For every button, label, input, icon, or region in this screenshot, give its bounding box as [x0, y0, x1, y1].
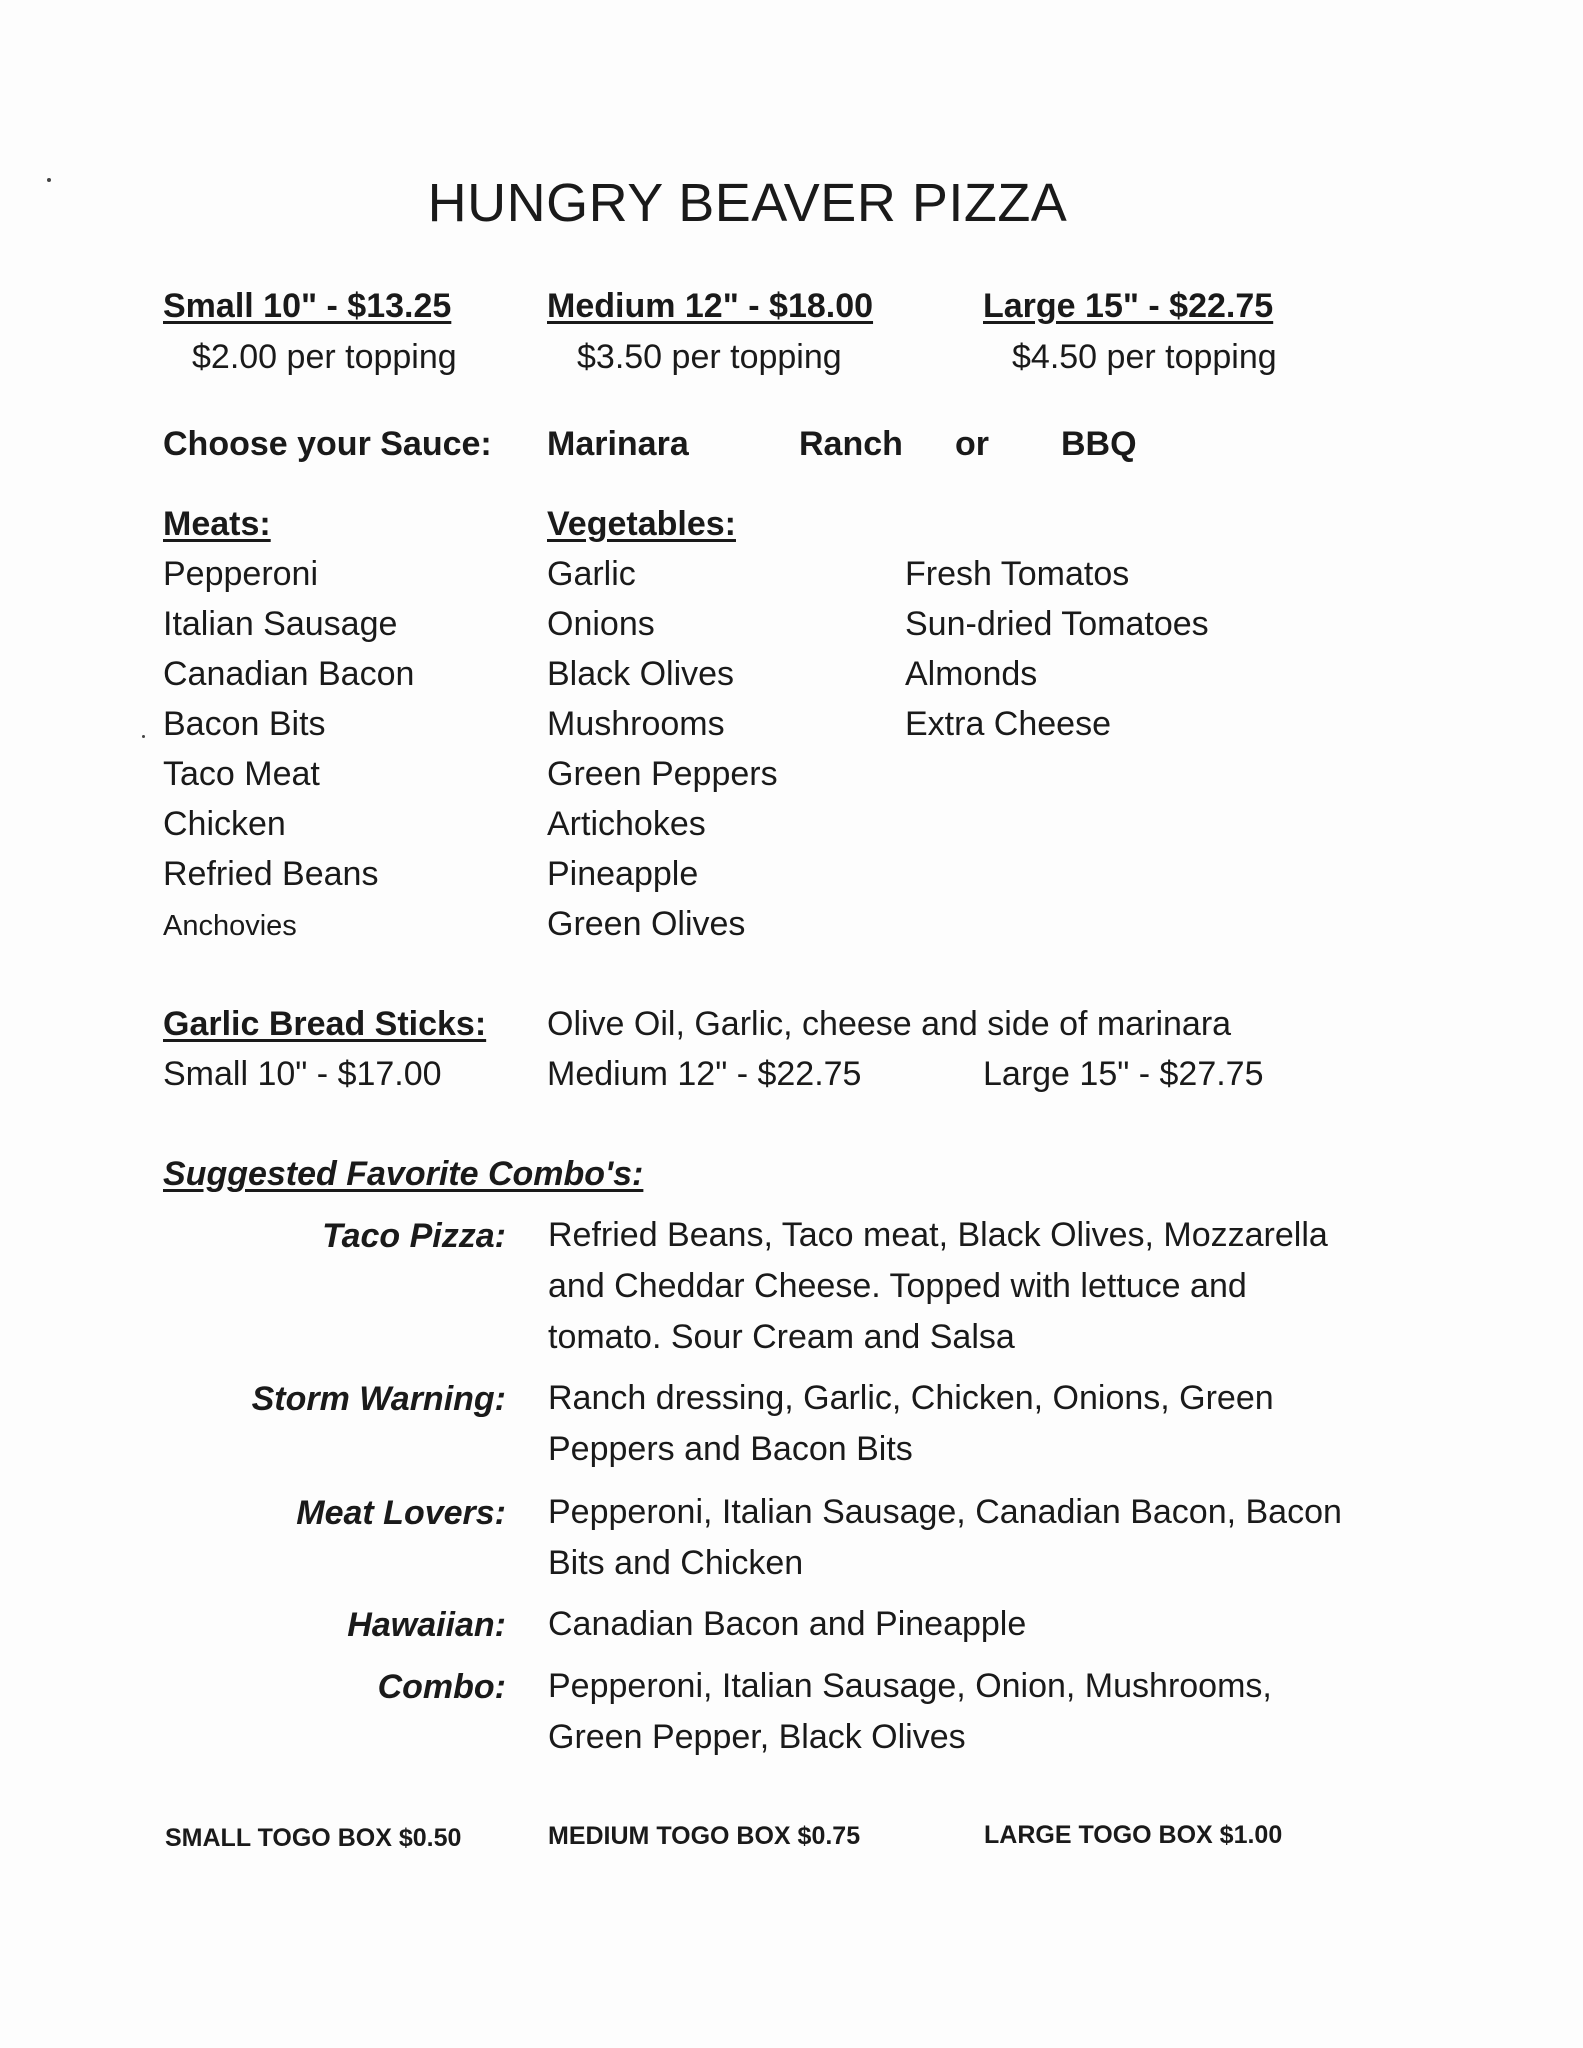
page-title: HUNGRY BEAVER PIZZA — [427, 173, 1068, 233]
bread-sticks-large: Large 15" - $27.75 — [983, 1055, 1264, 1093]
sauce-option-ranch: Ranch — [799, 425, 903, 463]
vegetable-item: Sun-dried Tomatoes — [905, 605, 1209, 643]
vegetable-item: Almonds — [905, 655, 1038, 693]
combo-name-hawaiian: Hawaiian: — [347, 1606, 506, 1644]
meat-item: Canadian Bacon — [163, 655, 415, 693]
size-large-topping: $4.50 per topping — [1012, 338, 1277, 376]
bread-sticks-heading: Garlic Bread Sticks: — [163, 1005, 487, 1043]
vegetable-item: Pineapple — [547, 855, 699, 893]
bread-sticks-small: Small 10" - $17.00 — [163, 1055, 442, 1093]
bread-sticks-medium: Medium 12" - $22.75 — [547, 1055, 862, 1093]
combo-desc-storm-warning: Ranch dressing, Garlic, Chicken, Onions, Green Peppers and Bacon Bits — [548, 1379, 1274, 1468]
togo-small: SMALL TOGO BOX $0.50 — [165, 1824, 462, 1852]
meat-item: Pepperoni — [163, 555, 319, 593]
combo-desc-meat-lovers: Pepperoni, Italian Sausage, Canadian Bacon, Bacon Bits and Chicken — [548, 1493, 1342, 1582]
vegetable-item: Green Olives — [547, 905, 746, 943]
vegetable-item: Onions — [547, 605, 655, 643]
size-large-price: Large 15" - $22.75 — [983, 287, 1274, 325]
vegetable-item: Green Peppers — [547, 755, 778, 793]
sauce-option-marinara: Marinara — [547, 425, 689, 463]
combo-desc-hawaiian: Canadian Bacon and Pineapple — [548, 1605, 1027, 1643]
vegetable-item: Garlic — [547, 555, 636, 593]
bread-sticks-description: Olive Oil, Garlic, cheese and side of marinara — [547, 1005, 1232, 1043]
sauce-option-bbq: BBQ — [1061, 425, 1137, 463]
meats-heading: Meats: — [163, 505, 271, 543]
vegetables-heading: Vegetables: — [547, 505, 736, 543]
size-small-price: Small 10" - $13.25 — [163, 287, 452, 325]
combo-name-taco-pizza: Taco Pizza: — [322, 1217, 506, 1255]
vegetable-item: Mushrooms — [547, 705, 725, 743]
combo-desc-taco-pizza: Refried Beans, Taco meat, Black Olives, Mozzarella and Cheddar Cheese. Topped with lettuce and tomato. Sour Cream and Salsa — [548, 1216, 1328, 1356]
combos-heading: Suggested Favorite Combo's: — [163, 1155, 644, 1193]
size-small-topping: $2.00 per topping — [192, 338, 457, 376]
togo-medium: MEDIUM TOGO BOX $0.75 — [548, 1822, 861, 1850]
togo-large: LARGE TOGO BOX $1.00 — [984, 1821, 1283, 1849]
meat-item: Taco Meat — [163, 755, 320, 793]
sauce-label: Choose your Sauce: — [163, 425, 492, 463]
sauce-or: or — [955, 425, 989, 463]
meat-item: Refried Beans — [163, 855, 379, 893]
combo-name-meat-lovers: Meat Lovers: — [296, 1494, 506, 1532]
meat-item: Bacon Bits — [163, 705, 326, 743]
combo-name-combo: Combo: — [377, 1668, 506, 1706]
vegetable-item: Extra Cheese — [905, 705, 1111, 743]
scan-speck — [142, 735, 145, 738]
meat-item: Anchovies — [163, 910, 297, 942]
meat-item: Chicken — [163, 805, 286, 843]
vegetable-item: Artichokes — [547, 805, 706, 843]
vegetable-item: Black Olives — [547, 655, 735, 693]
meat-item: Italian Sausage — [163, 605, 398, 643]
size-medium-topping: $3.50 per topping — [577, 338, 842, 376]
combo-desc-combo: Pepperoni, Italian Sausage, Onion, Mushrooms, Green Pepper, Black Olives — [548, 1667, 1272, 1756]
vegetable-item: Fresh Tomatos — [905, 555, 1130, 593]
combo-name-storm-warning: Storm Warning: — [251, 1380, 506, 1418]
size-medium-price: Medium 12" - $18.00 — [547, 287, 874, 325]
